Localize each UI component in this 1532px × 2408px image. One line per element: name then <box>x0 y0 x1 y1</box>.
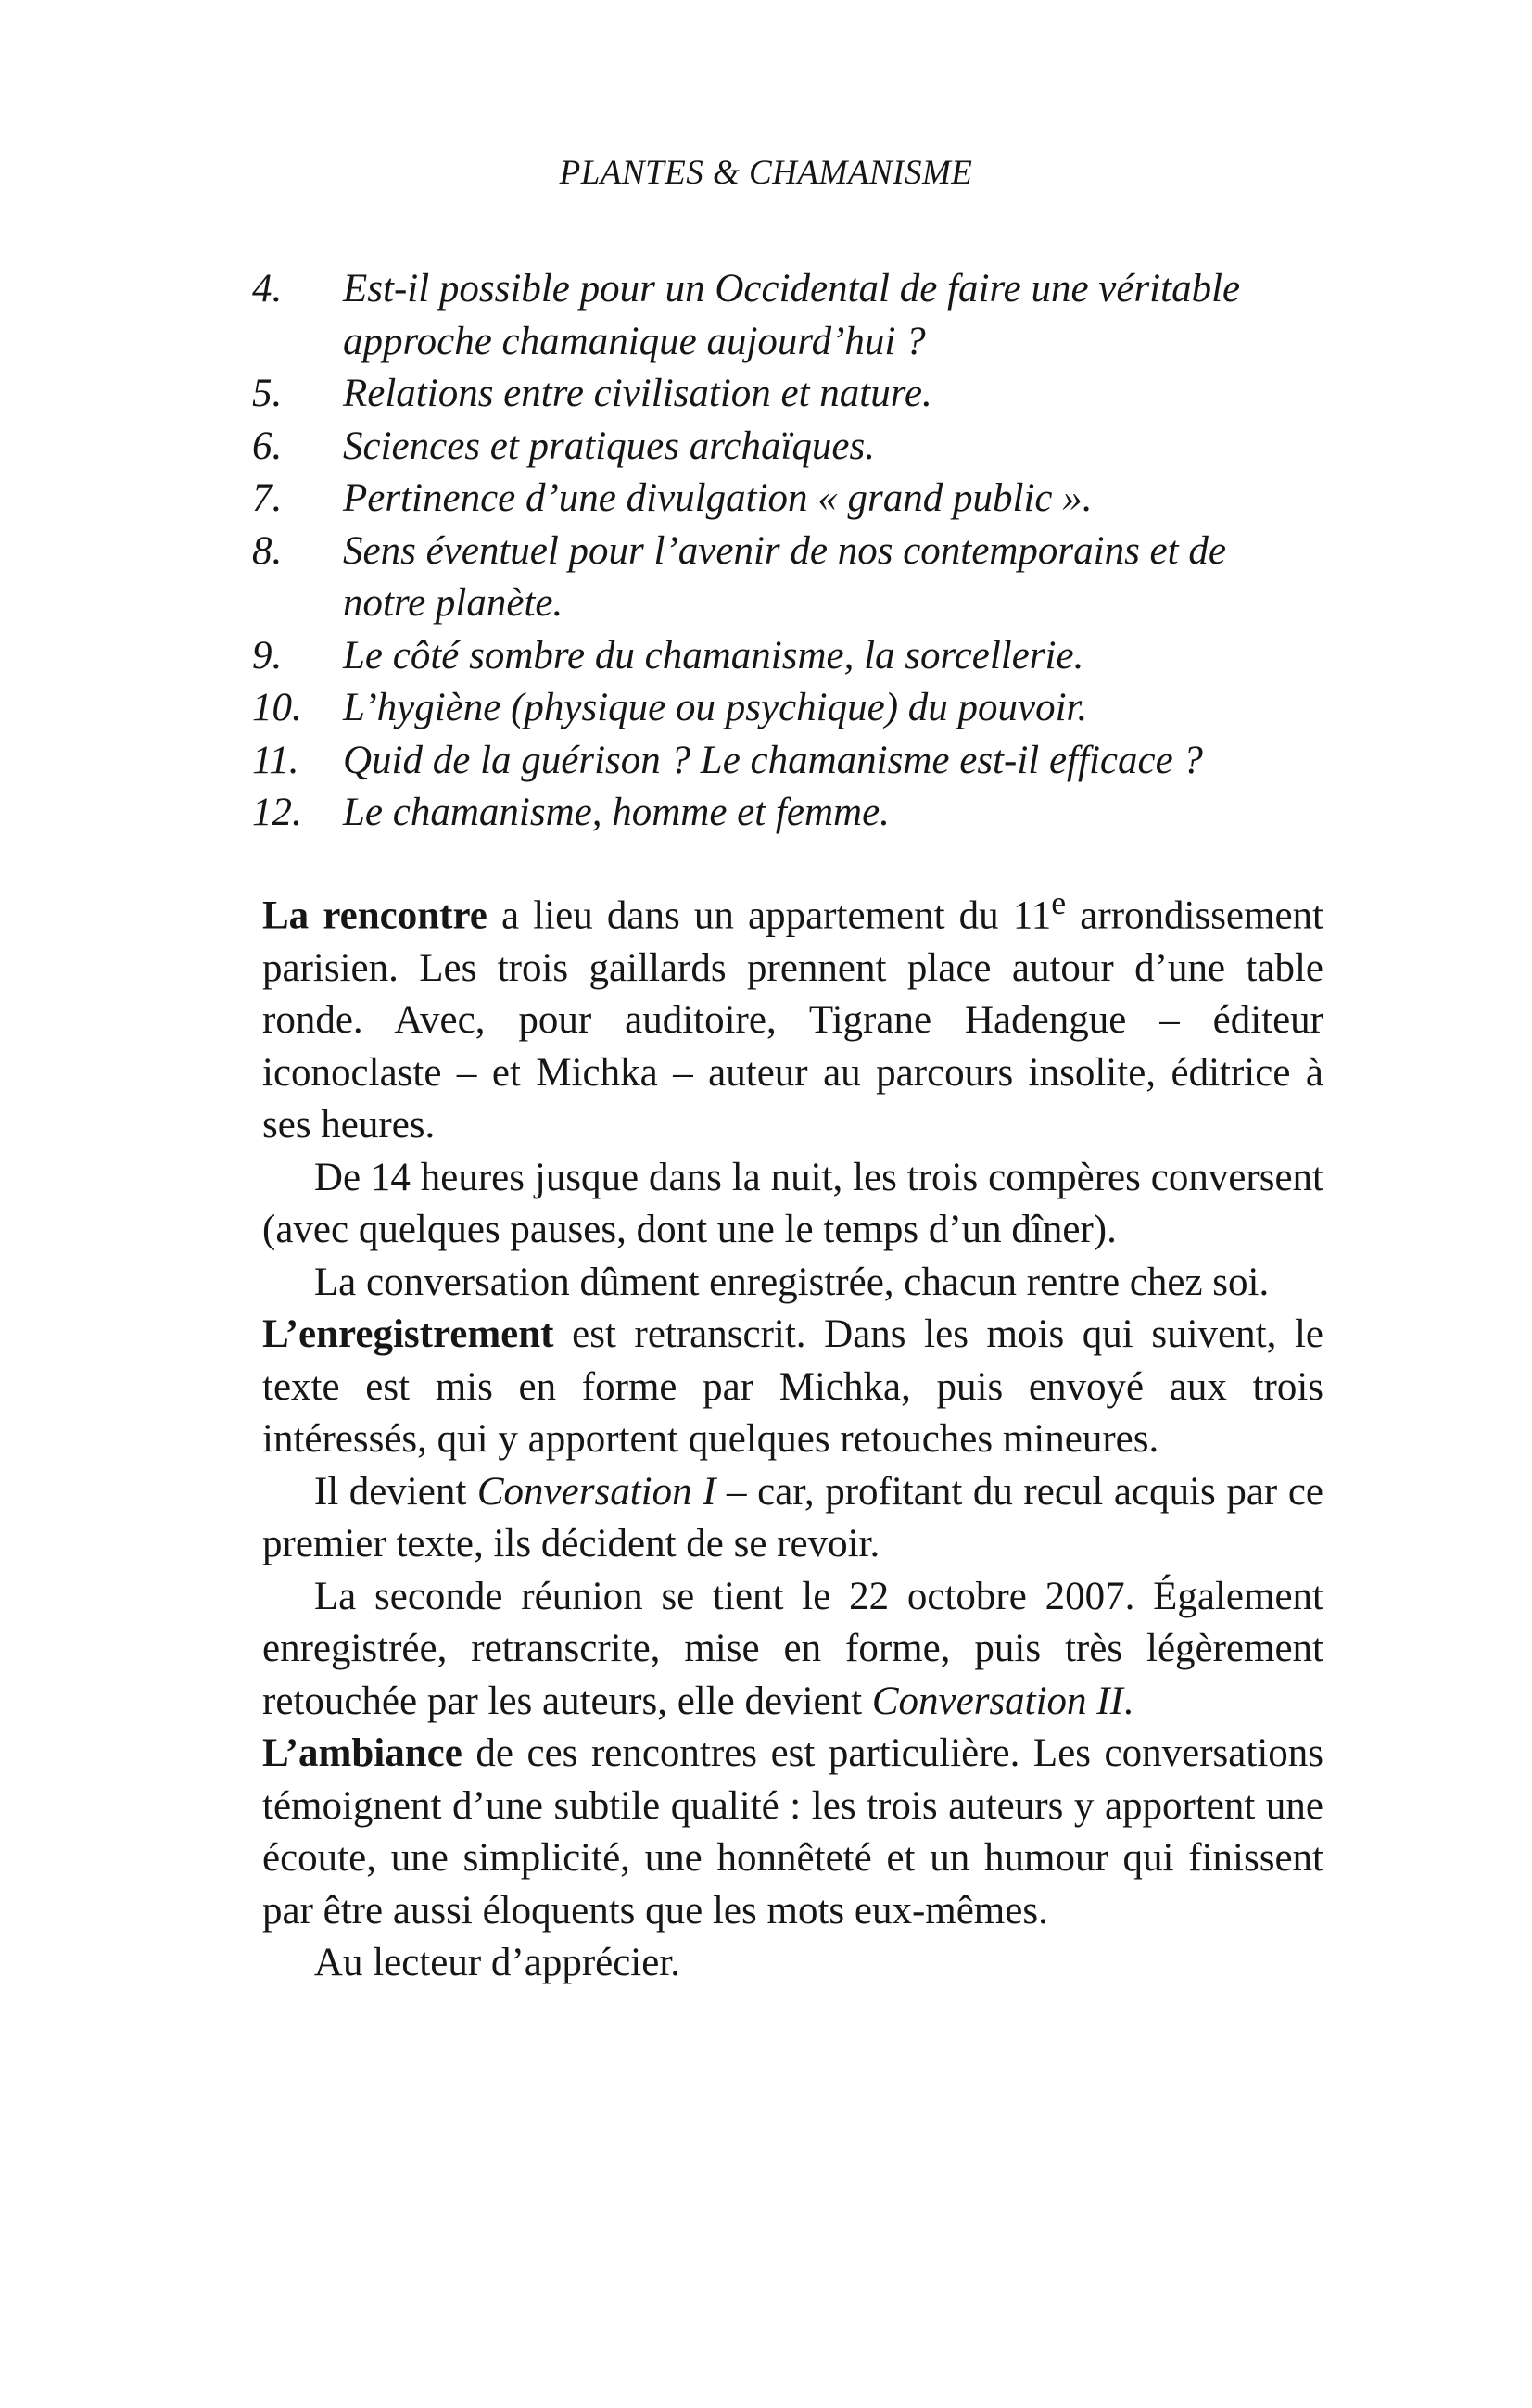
list-item-text: Le chamanisme, homme et femme. <box>343 791 890 834</box>
list-item-number: 11. <box>252 738 299 782</box>
list-item-number: 8. <box>252 528 283 573</box>
paragraph-text: La seconde réunion se tient le 22 octobre 2007. Également enregistrée, retranscrite, mise en forme, puis très légèrement retouchée par les auteurs, elle devient <box>262 1574 1323 1723</box>
list-item-number: 10. <box>252 686 302 729</box>
list-item-text: L’hygiène (physique ou psychique) du pouvoir. <box>343 686 1088 729</box>
paragraph-rencontre <box>262 877 1323 1152</box>
title-reference: Conversation I <box>476 1469 716 1514</box>
list-item-number: 5. <box>252 372 283 415</box>
paragraph-seconde-reunion <box>262 1571 1323 1729</box>
paragraph-text: – car, profitant du recul acquis par ce premier texte, ils décident de se revoir. <box>262 1469 1323 1566</box>
list-item-number: 7. <box>252 476 283 520</box>
paragraph-enregistrement <box>262 1309 1323 1466</box>
paragraph-text: arrondissement parisien. Les trois gaillards prennent place autour d’une table ronde. Avec, pour auditoire, Tigrane Hadengue – éditeur iconoclaste – et Michka – auteur au parcours insolite, éditrice à ses heures. <box>262 893 1323 1147</box>
paragraph-conversation-i <box>262 1466 1323 1571</box>
ordinal-superscript: e <box>1051 884 1067 921</box>
list-item-number: 4. <box>252 267 283 311</box>
list-item <box>252 735 1318 788</box>
list-item-text: Quid de la guérison ? Le chamanisme est-il efficace ? <box>343 738 1203 782</box>
paragraph-text: de ces rencontres est particulière. Les conversations témoignent d’une subtile qualité : les trois auteurs y apportent une écoute, une simplicité, une honnêteté et un humour qui finissent par être aussi éloquents que les mots eux-mêmes. <box>262 1731 1323 1933</box>
list-item-number: 12. <box>252 791 302 834</box>
list-item <box>252 368 1318 421</box>
running-header: PLANTES & CHAMANISME <box>559 154 973 192</box>
paragraph-text: a lieu dans un appartement du 11 <box>487 893 1052 938</box>
list-item <box>252 473 1318 526</box>
list-item <box>252 682 1318 735</box>
list-item <box>252 787 1318 840</box>
paragraph-lead: L’ambiance <box>262 1731 462 1776</box>
paragraph-lecteur: Au lecteur d’apprécier. <box>313 1941 681 1985</box>
list-item <box>252 526 1318 630</box>
list-item-text: Relations entre civilisation et nature. <box>343 372 932 415</box>
list-item <box>252 421 1318 474</box>
list-item <box>252 263 1318 368</box>
list-item-number: 9. <box>252 633 283 678</box>
paragraph-horaire: De 14 heures jusque dans la nuit, les trois compères conversent (avec quelques pauses, dont une le temps d’un dîner). <box>262 1155 1323 1252</box>
paragraph-text: est retranscrit. Dans les mois qui suivent, le texte est mis en forme par Michka, puis envoyé aux trois intéressés, qui y apportent quelques retouches mineures. <box>262 1312 1323 1462</box>
paragraph-lead: L’enregistrement <box>262 1312 554 1357</box>
body-text <box>262 877 1323 1990</box>
list-item <box>252 630 1318 683</box>
title-reference: Conversation II <box>871 1679 1123 1723</box>
paragraph-lead: La rencontre <box>262 893 487 938</box>
list-item-text: Sens éventuel pour l’avenir de nos contemporains et de notre planète. <box>343 528 1226 625</box>
paragraph-text: Il devient <box>313 1469 477 1514</box>
paragraph-ambiance <box>262 1728 1323 1937</box>
list-item-text: Le côté sombre du chamanisme, la sorcellerie. <box>343 633 1084 678</box>
paragraph-text: . <box>1122 1679 1133 1723</box>
topic-list <box>252 263 1318 840</box>
list-item-text: Pertinence d’une divulgation « grand public ». <box>343 476 1093 520</box>
paragraph-conversation: La conversation dûment enregistrée, chacun rentre chez soi. <box>313 1260 1270 1304</box>
list-item-number: 6. <box>252 424 283 468</box>
list-item-text: Sciences et pratiques archaïques. <box>343 424 875 468</box>
list-item-text: Est-il possible pour un Occidental de faire une véritable approche chamanique aujourd’hui ? <box>343 267 1241 363</box>
